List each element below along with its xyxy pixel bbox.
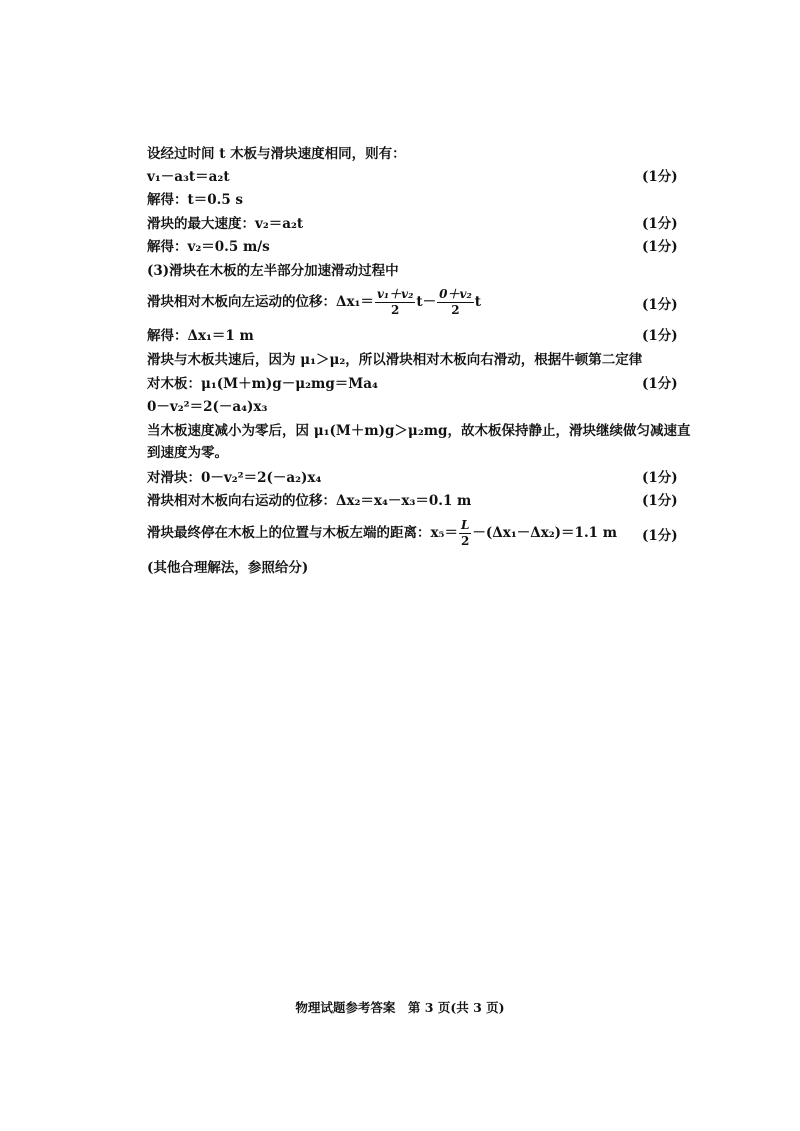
equation-line: 滑块相对木板向右运动的位移：Δx₂＝x₄－x₃＝0.1 m <box>147 493 472 509</box>
equation-line: 0－v₂²＝2(－a₄)x₃ <box>147 399 268 415</box>
fraction-numerator: L <box>460 518 470 532</box>
score-label: (1分) <box>642 528 678 544</box>
fraction <box>375 287 415 318</box>
page-footer: 物理试题参考答案 第 3 页(共 3 页) <box>295 1000 505 1015</box>
fraction-numerator: 0＋v₂ <box>439 287 472 301</box>
text-line: 解得：Δx₁＝1 m <box>147 328 254 344</box>
text-line: 到速度为零。 <box>147 445 228 461</box>
fraction-equation-line <box>147 518 617 549</box>
equation-line: v₁－a₃t＝a₂t <box>147 169 230 185</box>
section-heading: (3)滑块在木板的左半部分加速滑动过程中 <box>147 263 399 279</box>
score-label: (1分) <box>642 470 678 486</box>
fraction-equation-line <box>147 287 481 318</box>
text-line: 解得：v₂＝0.5 m/s <box>147 239 270 255</box>
score-label: (1分) <box>642 493 678 509</box>
text-line: 滑块与木板共速后，因为 μ₁＞μ₂，所以滑块相对木板向右滑动，根据牛顿第二定律 <box>147 352 643 368</box>
score-label: (1分) <box>642 376 678 392</box>
fraction-denominator: 2 <box>390 303 400 317</box>
text-segment: －(Δx₁－Δx₂)＝1.1 m <box>472 525 618 541</box>
text-line: 滑块的最大速度：v₂＝a₂t <box>147 216 304 232</box>
text-segment: t－ <box>416 294 437 310</box>
equation-line: 对滑块：0－v₂²＝2(－a₂)x₄ <box>147 470 322 486</box>
text-line: 设经过时间 t 木板与滑块速度相同，则有： <box>147 146 406 162</box>
fraction-denominator: 2 <box>451 303 460 317</box>
text-segment: t <box>474 294 481 310</box>
fraction <box>459 518 471 549</box>
fraction <box>437 287 474 318</box>
note-line: (其他合理解法，参照给分) <box>147 560 309 576</box>
score-label: (1分) <box>642 169 678 185</box>
score-label: (1分) <box>642 216 678 232</box>
fraction-numerator: v₁＋v₂ <box>376 287 414 301</box>
text-line: 解得：t＝0.5 s <box>147 192 244 208</box>
text-segment: 滑块最终停在木板上的位置与木板左端的距离：x₅＝ <box>147 525 458 541</box>
fraction-denominator: 2 <box>461 534 470 548</box>
score-label: (1分) <box>642 239 678 255</box>
score-label: (1分) <box>642 328 678 344</box>
text-line: 当木板速度减小为零后，因 μ₁(M＋m)g＞μ₂mg，故木板保持静止，滑块继续做匀减速直 <box>147 423 691 439</box>
text-segment: 滑块相对木板向左运动的位移：Δx₁＝ <box>147 294 374 310</box>
equation-line: 对木板：μ₁(M＋m)g－μ₂mg＝Ma₄ <box>147 376 378 392</box>
score-label: (1分) <box>642 297 678 313</box>
